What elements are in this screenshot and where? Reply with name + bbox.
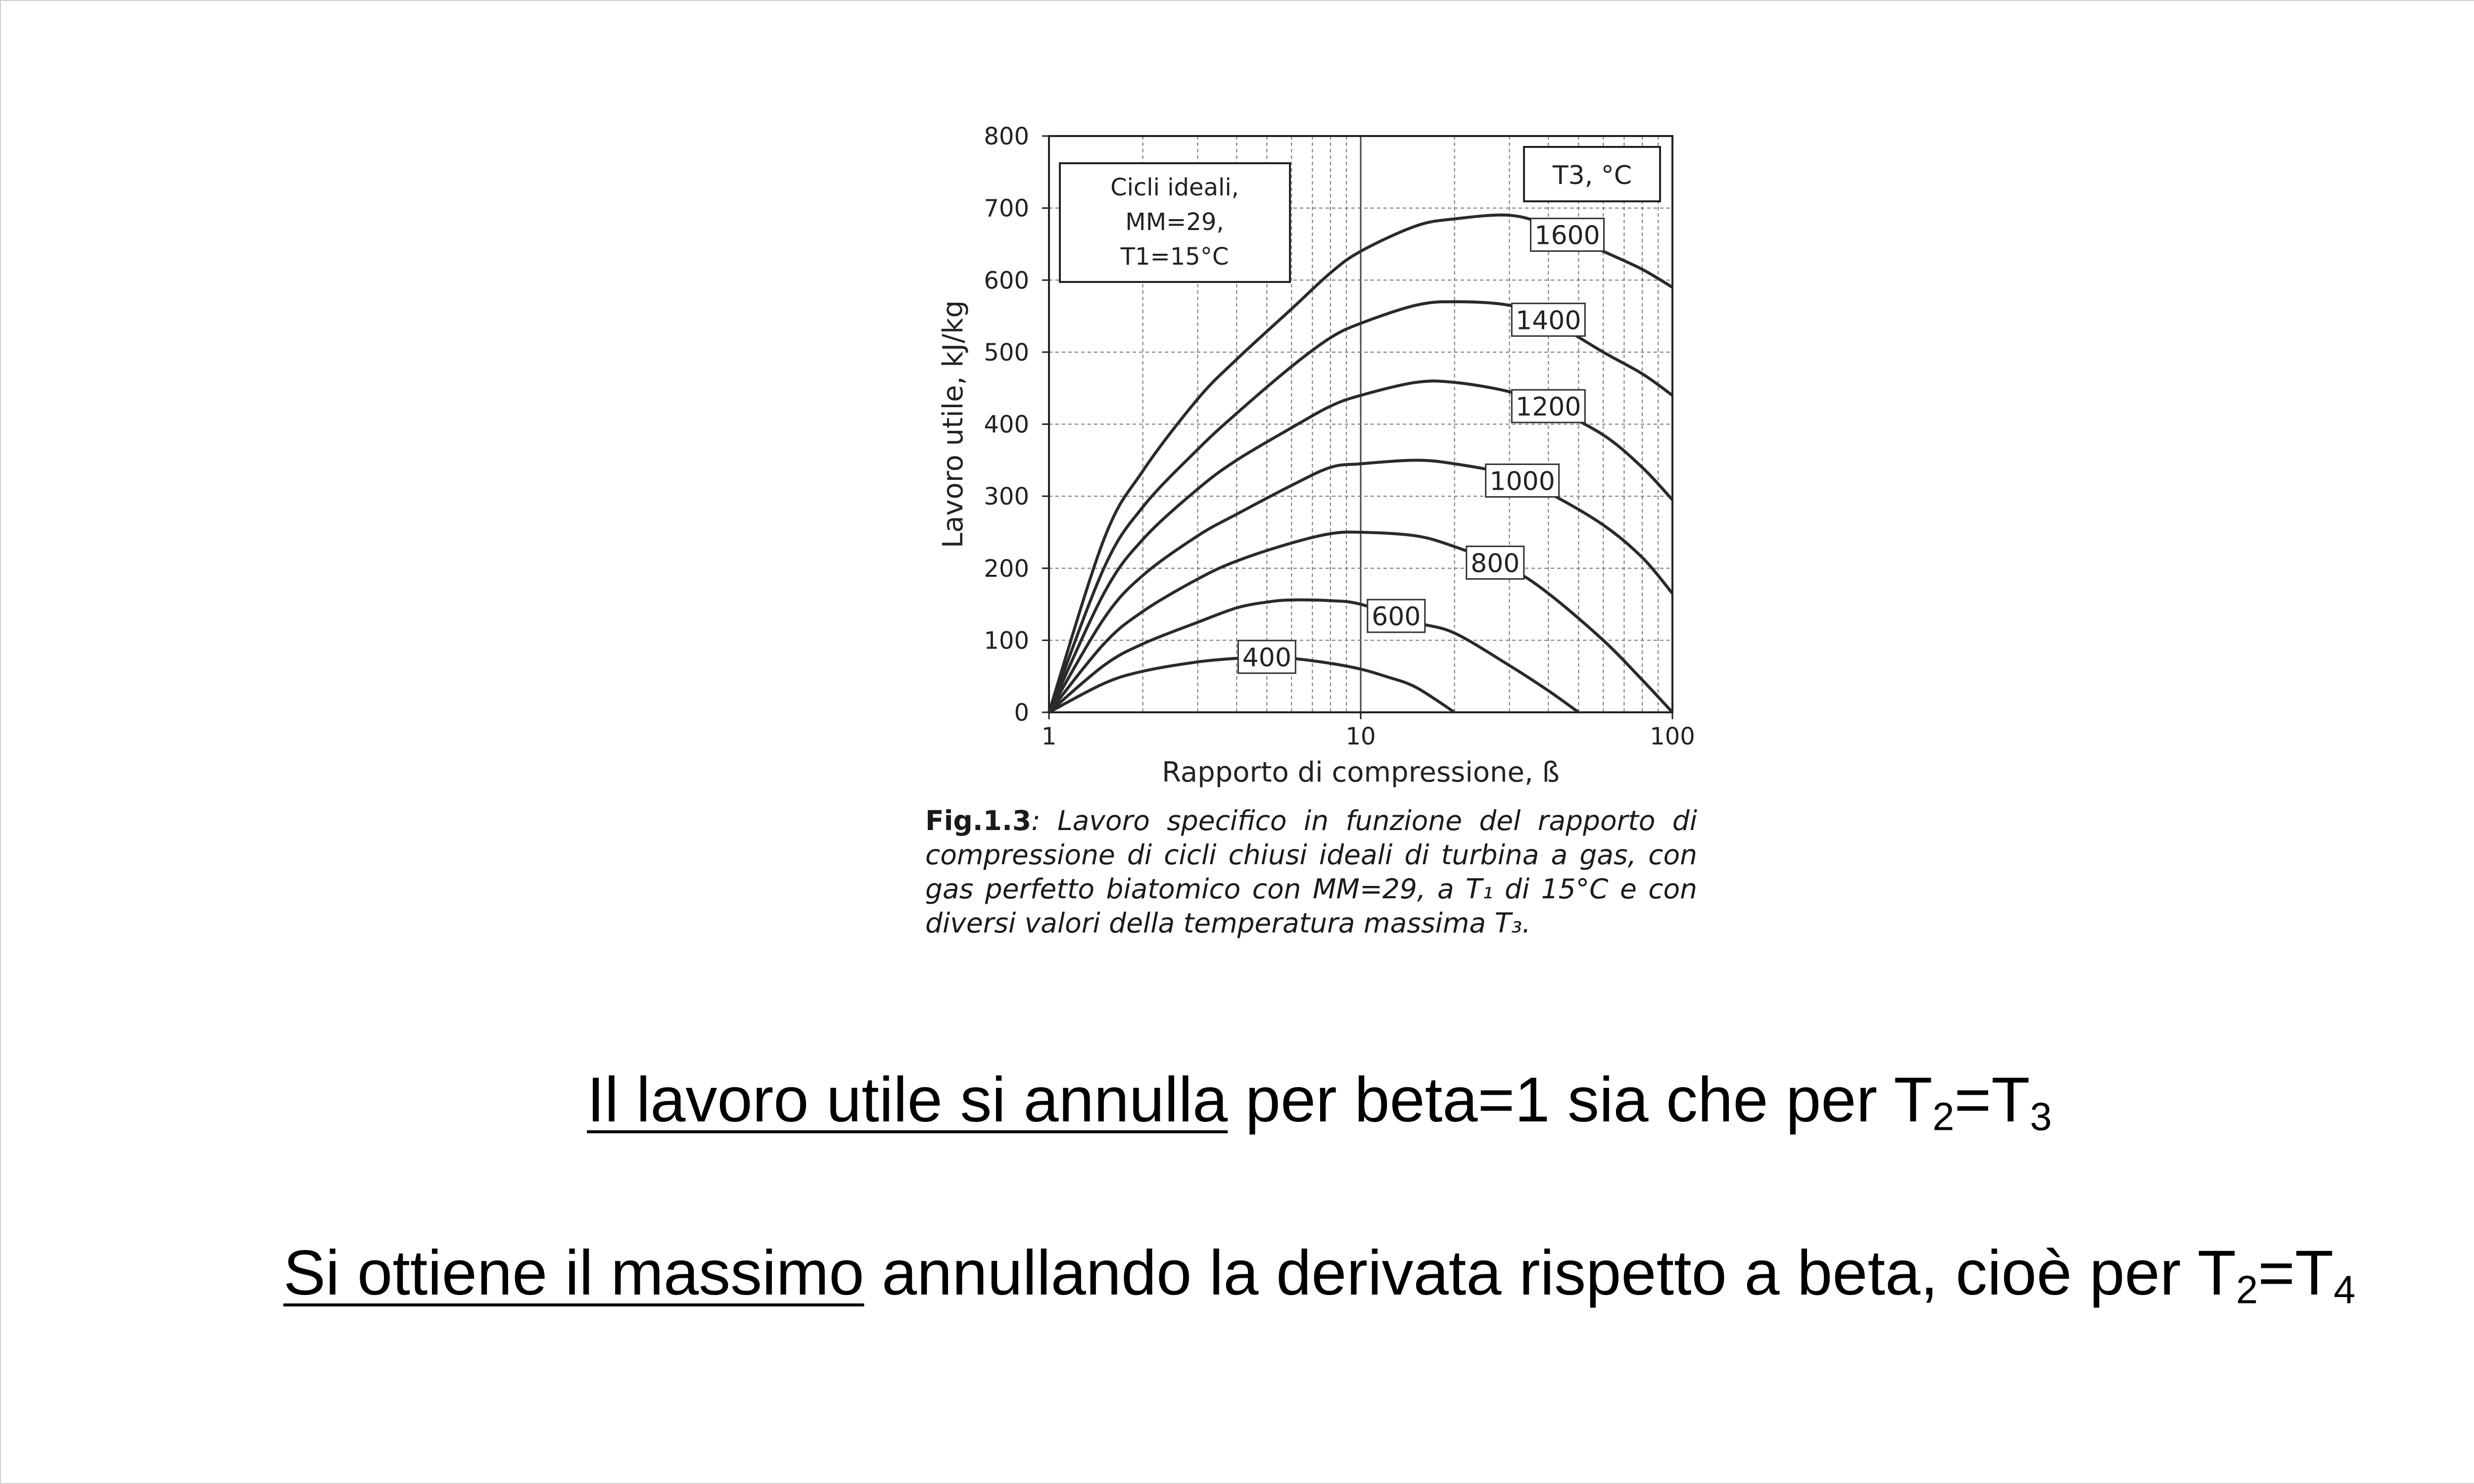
info-box-line: T1=15°C	[1120, 243, 1229, 271]
x-tick-label: 10	[1345, 723, 1376, 750]
caption-text: : Lavoro specifico in funzione del rapporto di compressione di cicli chiusi ideali di turbina a gas, con gas perfetto biatomico con MM=29, a T₁ di 15°C e con diversi valori della temperatura massima T₃.	[925, 805, 1697, 939]
y-tick-label: 100	[984, 627, 1029, 655]
series-label-600: 600	[1372, 602, 1421, 632]
series-label-1600: 1600	[1534, 221, 1600, 251]
series-line-600	[1049, 600, 1578, 712]
y-tick-label: 200	[984, 555, 1029, 583]
series-label-1400: 1400	[1516, 306, 1581, 336]
series-label-1000: 1000	[1489, 466, 1555, 497]
y-tick-label: 300	[984, 483, 1029, 511]
statement-1-sub-a: 2	[1932, 1094, 1954, 1139]
x-tick-label: 100	[1650, 723, 1695, 750]
y-tick-label: 600	[984, 267, 1029, 295]
series-label-1200: 1200	[1516, 392, 1581, 422]
statement-1-sub-b: 3	[2030, 1094, 2052, 1139]
statement-2-underlined: Si ottiene il massimo	[283, 1238, 864, 1308]
work-vs-compression-chart	[901, 99, 1712, 791]
info-box-line: Cicli ideali,	[1110, 174, 1239, 201]
statement-2-sub-a: 2	[2236, 1267, 2258, 1312]
x-tick-label: 1	[1041, 723, 1057, 750]
statement-line-1	[0, 1064, 2474, 1139]
statement-1-text: per beta=1 sia che per T	[1228, 1065, 1933, 1135]
series-label-400: 400	[1242, 643, 1291, 673]
statement-2-mid: =T	[2258, 1238, 2334, 1308]
caption-fig-label: Fig.1.3	[925, 805, 1032, 836]
statement-2-sub-b: 4	[2333, 1267, 2356, 1312]
series-labels	[1238, 219, 1604, 673]
info-box-line: MM=29,	[1125, 208, 1224, 236]
series-label-800: 800	[1471, 549, 1520, 579]
legend-title: T3, °C	[1552, 161, 1632, 190]
y-tick-label: 0	[1014, 699, 1029, 727]
y-axis-label: Lavoro utile, kJ/kg	[937, 300, 969, 549]
y-tick-label: 800	[984, 123, 1029, 150]
statement-line-2	[0, 1237, 2474, 1312]
figure-caption	[925, 804, 1697, 940]
x-axis-label: Rapporto di compressione, ß	[1162, 756, 1560, 788]
statement-2-text: annullando la derivata rispetto a beta, cioè per T	[864, 1238, 2236, 1308]
y-tick-label: 500	[984, 338, 1029, 367]
y-tick-label: 400	[984, 411, 1029, 439]
statement-1-mid: =T	[1954, 1065, 2030, 1135]
statement-1-underlined: Il lavoro utile si annulla	[587, 1065, 1228, 1135]
y-tick-label: 700	[984, 194, 1029, 223]
